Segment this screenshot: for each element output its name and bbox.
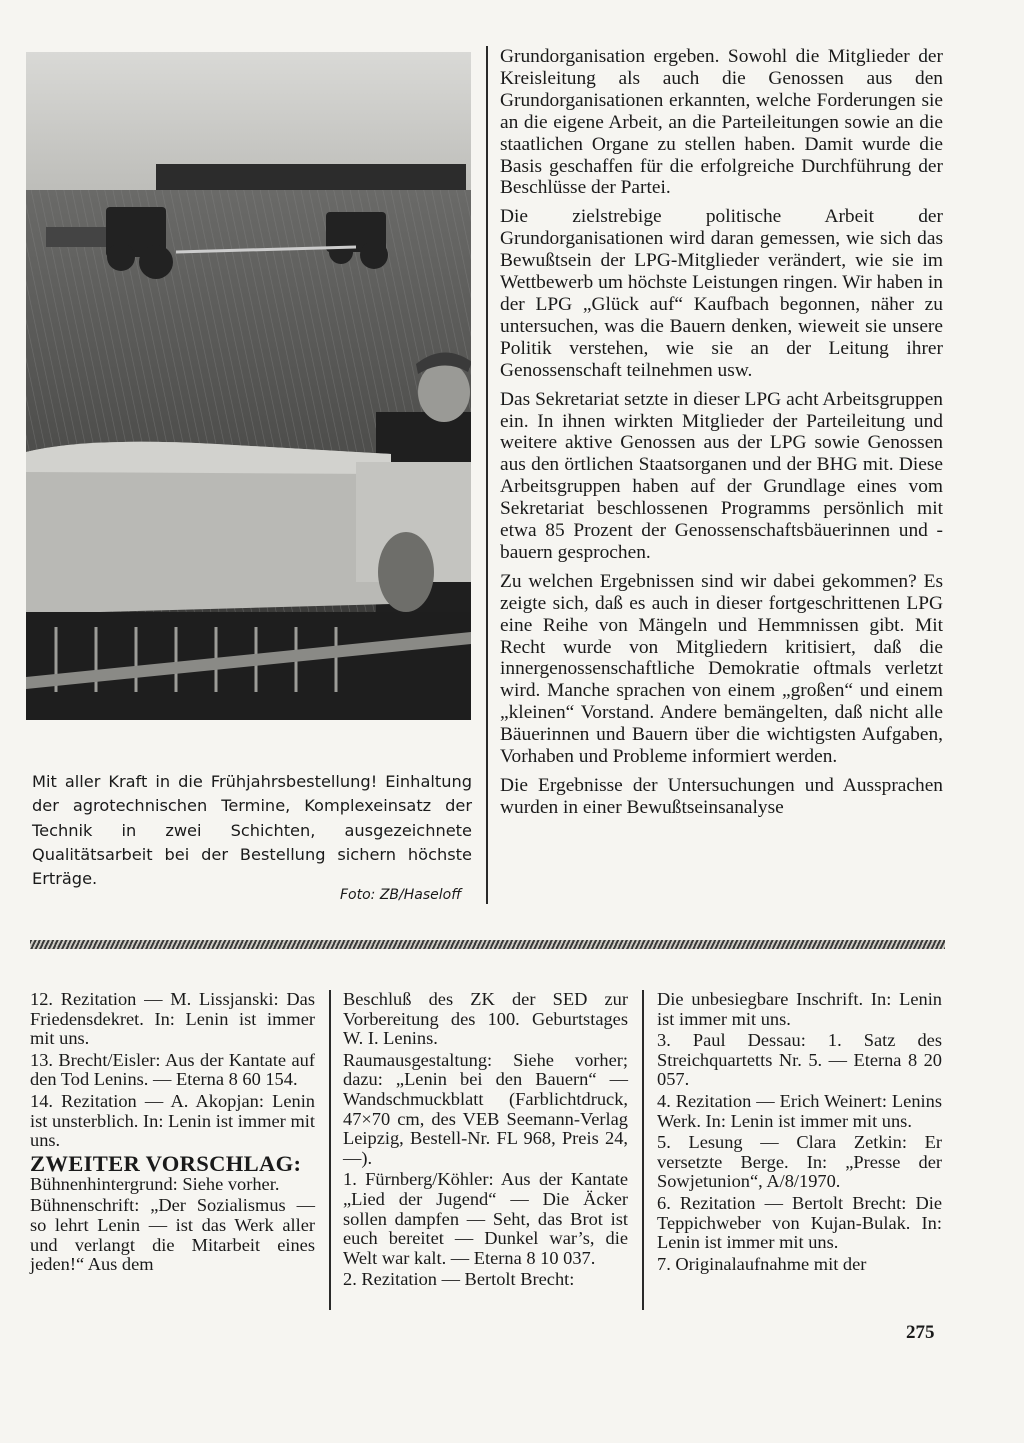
program-column-1 (30, 990, 315, 1277)
article-column (500, 46, 943, 826)
photo-caption: Mit aller Kraft in die Frühjahrsbestellung! Einhaltung der agrotechnischen Termine, Komplexeinsatz der Technik in zwei Schichten, ausgezeichnete Qualitätsarbeit bei der Bestellung sichern höchste Erträge. (32, 772, 472, 889)
article-paragraph: Die zielstrebige politische Arbeit der Grundorganisationen wird daran gemessen, wie sich das Bewußtsein der LPG-Mitglieder verändert, wie sie im Wettbewerb um höchste Leistungen ringen. Wir haben in der LPG „Glück auf“ Kaufbach begonnen, näher zu untersuchen, was die Bauern denken, wieweit sie unsere Politik verstehen, wie sie an der Leitung ihrer Genossenschaft teilnehmen usw. (500, 206, 943, 381)
program-item: 3. Paul Dessau: 1. Satz des Streichquartetts Nr. 5. — Eterna 8 20 057. (657, 1030, 942, 1090)
second-proposal-heading: ZWEITER VORSCHLAG: (30, 1150, 302, 1176)
program-item: Bühnenschrift: „Der Sozialismus — so lehrt Lenin — ist das Werk aller und verlangt die Mitarbeit eines jeden!“ Aus dem (30, 1195, 315, 1275)
column-divider (329, 990, 331, 1310)
article-paragraph: Zu welchen Ergebnissen sind wir dabei gekommen? Es zeigte sich, daß es auch in dieser fortgeschrittenen LPG eine Reihe von Mängeln und Hemmnissen gibt. Mit Recht wurde von Mitgliedern kritisiert, daß die innergenossenschaftliche Demokratie oftmals verletzt wird. Manche sprachen von einem „großen“ und einem „kleinen“ Vorstand. Andere bemängelten, daß nicht alle Bäuerinnen und Bauern über die wichtigsten Aufgaben, Vorhaben und Probleme informiert werden. (500, 570, 943, 768)
program-item: Die unbesiegbare Inschrift. In: Lenin ist immer mit uns. (657, 989, 942, 1029)
program-item: Bühnenhintergrund: Siehe vorher. (30, 1173, 280, 1194)
column-divider (642, 990, 644, 1310)
program-item: 4. Rezitation — Erich Weinert: Lenins Werk. In: Lenin ist immer mit uns. (657, 1090, 942, 1131)
article-paragraph: Das Sekretariat setzte in dieser LPG acht Arbeitsgruppen ein. In ihnen wirkten Mitglieder der Parteileitung und weitere aktive Genossen aus der LPG sowie Genossen aus den örtlichen Staatsorganen und der BHG mit. Diese Arbeitsgruppen haben auf der Grundlage eines vom Sekretariat beschlossenen Programms persönlich mit etwa 85 Prozent der Genossenschaftsbäuerinnen und -bauern gesprochen. (500, 388, 943, 563)
field-photo (26, 52, 471, 720)
program-item: 7. Originalaufnahme mit der (657, 1253, 867, 1274)
program-item: 12. Rezitation — M. Lissjanski: Das Friedensdekret. In: Lenin ist immer mit uns. (30, 989, 315, 1049)
section-divider-hatch (30, 940, 945, 949)
program-item: 13. Brecht/Eisler: Aus der Kantate auf den Tod Lenins. — Eterna 8 60 154. (30, 1049, 315, 1090)
program-item: 1. Fürnberg/Köhler: Aus der Kantate „Lied der Jugend“ — Die Äcker sollen dampfen — Seht, das Brot ist euch bereitet — Dunkel war’s, die Welt war kalt. — Eterna 8 10 037. (343, 1169, 628, 1268)
program-item: 5. Lesung — Clara Zetkin: Er versetzte Berge. In: „Presse der Sowjetunion“, A/8/1970. (657, 1132, 942, 1192)
program-item: 6. Rezitation — Bertolt Brecht: Die Teppichweber von Kujan-Bulak. In: Lenin ist immer mit uns. (657, 1192, 942, 1253)
program-column-3 (657, 990, 942, 1276)
program-item: Beschluß des ZK der SED zur Vorbereitung des 100. Geburtstages W. I. Lenins. (343, 989, 628, 1049)
article-paragraph: Grundorganisation ergeben. Sowohl die Mitglieder der Kreisleitung als auch die Genossen aus den Grundorganisationen erkannten, welche Forderungen sie an die eigene Arbeit, an die Parteileitungen sowie an die staatlichen Organe zu stellen haben. Damit wurde die Basis geschaffen für die erfolgreiche Durchführung der Beschlüsse der Partei. (500, 46, 943, 199)
page-number: 275 (906, 1322, 935, 1343)
tractor-sowing-image (26, 52, 471, 720)
program-item: 14. Rezitation — A. Akopjan: Lenin ist unsterblich. In: Lenin ist immer mit uns. (30, 1090, 315, 1151)
column-divider (486, 46, 488, 904)
article-paragraph: Die Ergebnisse der Untersuchungen und Aussprachen wurden in einer Bewußtseinsanalyse (500, 775, 943, 818)
photo-credit: Foto: ZB/Haseloff (340, 887, 462, 903)
program-item: 2. Rezitation — Bertolt Brecht: (343, 1269, 575, 1290)
program-column-2 (343, 990, 628, 1292)
program-item: Raumausgestaltung: Siehe vorher; dazu: „Lenin bei den Bauern“ — Wandschmuckblatt (Farblichtdruck, 47×70 cm, des VEB Seemann-Verlag Leipzig, Bestell-Nr. FL 968, Preis 24,—). (343, 1049, 628, 1168)
